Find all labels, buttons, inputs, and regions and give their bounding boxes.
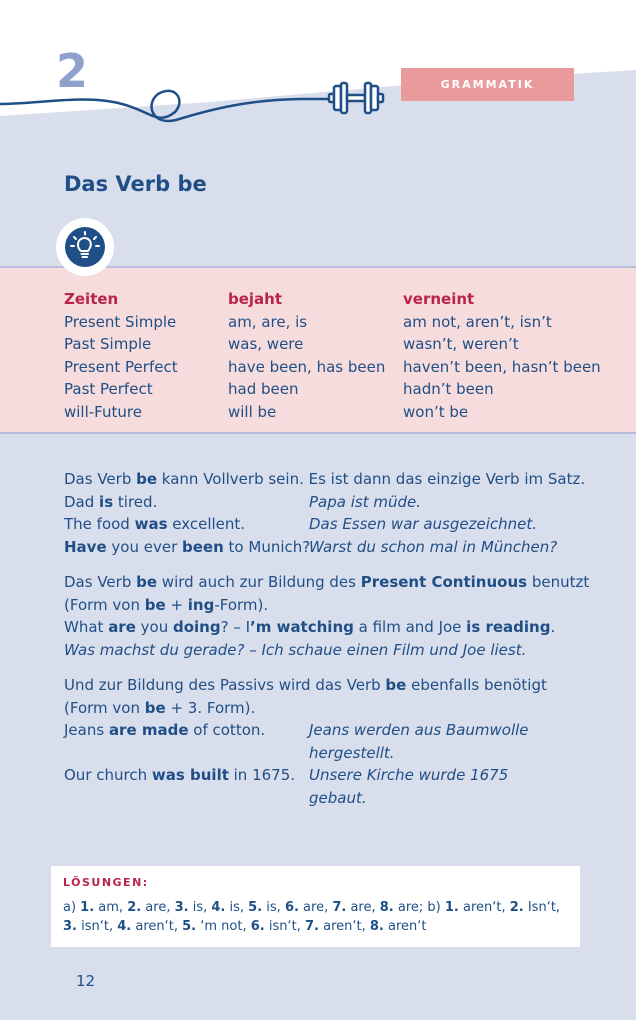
solution-answer: aren‘t,: [318, 919, 370, 934]
english-example: Have you ever been to Munich?: [64, 537, 311, 556]
paragraph-vollverb: Das Verb be kann Vollverb sein. Es ist dann das einzige Verb im Satz.: [64, 470, 586, 488]
negative-cell: am not, aren’t, isn’t: [403, 312, 552, 331]
german-translation: Warst du schon mal in München?: [309, 537, 558, 556]
table-row: [64, 378, 603, 401]
page-title: Das Verb be: [64, 172, 207, 196]
paragraph-line: (Form von be + 3. Form).: [64, 698, 256, 717]
solution-answer: are; b): [393, 900, 445, 915]
solution-number: 6.: [284, 900, 299, 915]
affirmative-cell: am, are, is: [228, 312, 308, 331]
tip-badge: [56, 218, 114, 276]
page-number: 12: [76, 972, 96, 990]
example-row: [64, 719, 574, 764]
solution-number: 4.: [211, 900, 226, 915]
solution-answer: are,: [141, 900, 175, 915]
tense-cell: will-Future: [64, 402, 142, 421]
solution-answer: is,: [262, 900, 285, 915]
solution-answer: aren‘t: [383, 919, 427, 934]
example-row: [64, 491, 574, 514]
solution-number: 1.: [444, 900, 459, 915]
solution-answer: aren‘t,: [131, 919, 183, 934]
tense-cell: Past Perfect: [64, 380, 153, 398]
solution-answer: is,: [188, 900, 212, 915]
table-row: [64, 401, 603, 424]
english-example: The food was excellent.: [64, 515, 246, 533]
affirmative-cell: had been: [228, 380, 299, 398]
solution-number: 5.: [182, 919, 197, 934]
tense-cell: Present Simple: [64, 312, 177, 331]
solution-number: 6.: [250, 919, 265, 934]
english-example: Dad is tired.: [64, 492, 158, 511]
solution-number: 4.: [117, 919, 132, 934]
paragraph-passiv: Und zur Bildung des Passivs wird das Verb be ebenfalls benötigt: [64, 676, 547, 694]
solution-answer: a): [63, 900, 81, 915]
example-row: [64, 764, 574, 809]
tense-cell: Present Perfect: [64, 357, 178, 376]
lightbulb-icon: [65, 227, 105, 267]
german-translation: Was machst du gerade? – Ich schaue einen Film und Joe liest.: [64, 640, 527, 659]
tense-table-box: [0, 266, 636, 434]
solution-answer: isn‘t,: [264, 919, 305, 934]
table-row: [64, 311, 603, 334]
solution-answer: are,: [346, 900, 380, 915]
german-translation: Jeans werden aus Baumwolle hergestellt.: [309, 721, 529, 762]
solution-number: 5.: [248, 900, 263, 915]
affirmative-cell: will be: [228, 402, 277, 421]
tense-table: [64, 288, 603, 423]
table-row: [64, 356, 603, 379]
solution-answer: is,: [225, 900, 249, 915]
negative-cell: hadn’t been: [403, 380, 494, 398]
chapter-number: 2: [56, 44, 88, 98]
solution-number: 1.: [80, 900, 95, 915]
solutions-title: LÖSUNGEN:: [63, 876, 149, 889]
german-translation: Papa ist müde.: [309, 492, 421, 511]
paragraph-present-continuous: Das Verb be wird auch zur Bildung des Present Continuous benutzt: [64, 573, 590, 591]
solution-number: 3.: [174, 900, 189, 915]
solution-answer: Isn‘t,: [523, 900, 561, 915]
dumbbell-icon: [326, 78, 386, 118]
column-header-bejaht: bejaht: [228, 290, 283, 308]
solutions-text: [63, 898, 568, 936]
column-header-zeiten: Zeiten: [64, 290, 119, 308]
solution-number: 3.: [63, 919, 77, 934]
solution-answer: aren‘t,: [458, 900, 510, 915]
solution-number: 8.: [379, 900, 394, 915]
english-example: Jeans are made of cotton.: [64, 721, 266, 739]
table-row: [64, 333, 603, 356]
solution-number: 2.: [127, 900, 142, 915]
explanation-text: [64, 468, 590, 809]
negative-cell: won’t be: [403, 402, 469, 421]
example-row: [64, 536, 574, 559]
german-translation: Das Essen war ausgezeichnet.: [309, 515, 538, 533]
tense-cell: Past Simple: [64, 335, 152, 353]
example-row: [64, 513, 574, 536]
negative-cell: haven’t been, hasn’t been: [403, 357, 601, 376]
negative-cell: wasn’t, weren’t: [403, 335, 519, 353]
solution-number: 8.: [369, 919, 384, 934]
solution-number: 2.: [509, 900, 524, 915]
english-example: What are you doing? – I’m watching a film and Joe is reading.: [64, 618, 556, 636]
solution-answer: ‘m not,: [196, 919, 251, 934]
solution-number: 7.: [332, 900, 347, 915]
solution-number: 7.: [304, 919, 319, 934]
affirmative-cell: have been, has been: [228, 357, 386, 376]
solution-answer: am,: [94, 900, 128, 915]
english-example: Our church was built in 1675.: [64, 766, 296, 784]
section-badge: GRAMMATIK: [401, 68, 574, 101]
solution-answer: isn‘t,: [76, 919, 118, 934]
tense-table-header: [64, 288, 603, 311]
solutions-box: [51, 866, 580, 947]
solution-answer: are,: [298, 900, 333, 915]
column-header-verneint: verneint: [403, 290, 475, 308]
affirmative-cell: was, were: [228, 335, 304, 353]
german-translation: Unsere Kirche wurde 1675 gebaut.: [309, 766, 509, 807]
paragraph-line: (Form von be + ing-Form).: [64, 595, 269, 614]
